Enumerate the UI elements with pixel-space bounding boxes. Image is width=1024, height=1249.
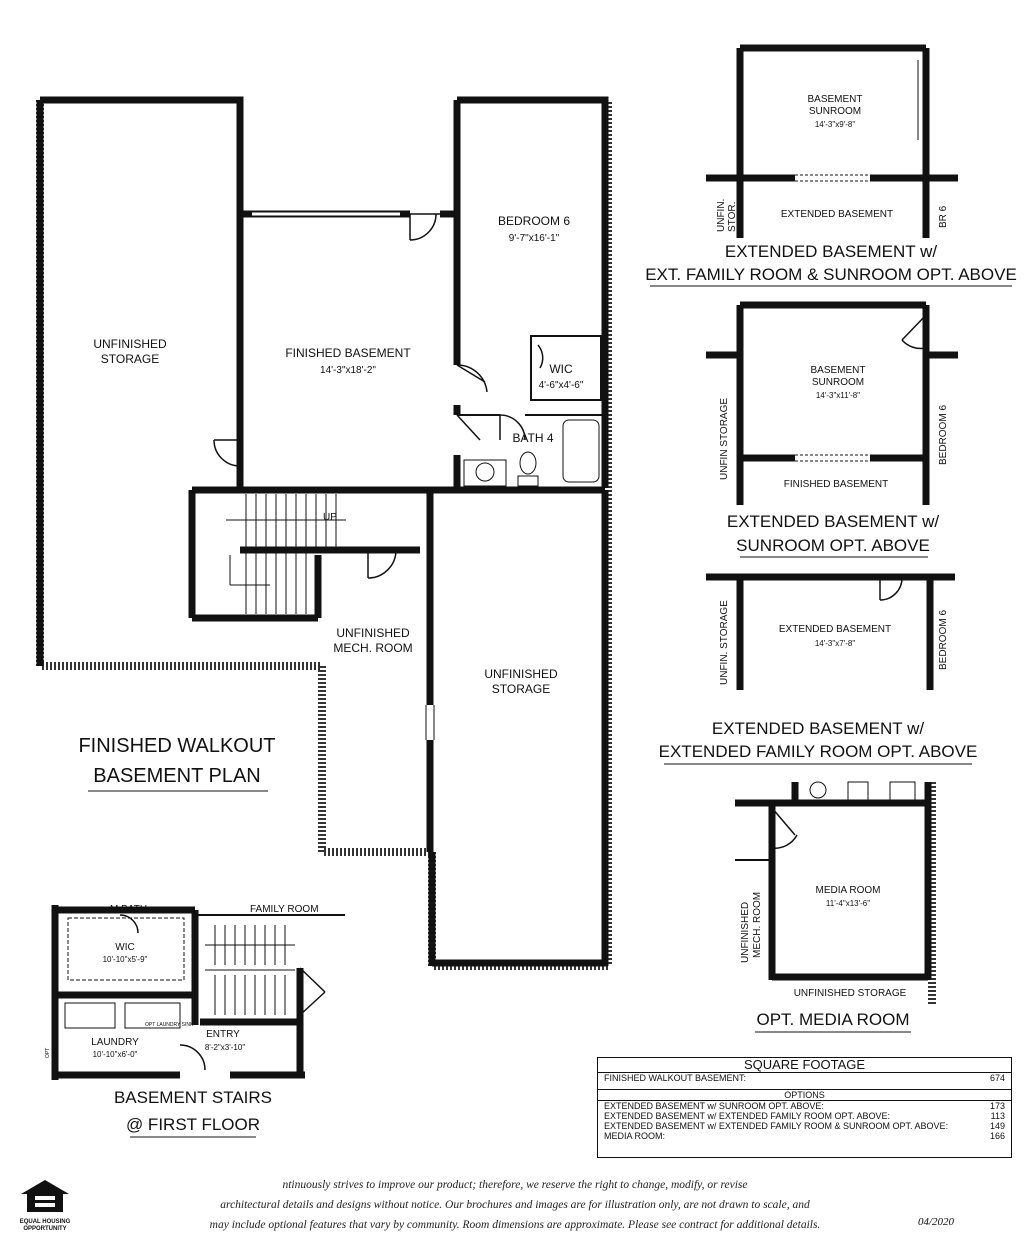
square-footage-table (597, 1057, 1012, 1158)
opt2-room: BASEMENT (810, 365, 866, 376)
opt1-left-2: STOR. (727, 201, 738, 232)
label-finished-basement-dim: 14'-3"x18'-2" (320, 365, 376, 376)
sqft-option-row (598, 1131, 1011, 1141)
sqft-option-value: 166 (989, 1131, 1005, 1141)
label-family-room: FAMILY ROOM (250, 904, 319, 915)
main-plan-title-1: FINISHED WALKOUT (78, 735, 276, 757)
opt2-center: FINISHED BASEMENT (783, 479, 889, 490)
label-opt: OPT (45, 1047, 51, 1058)
label-bath: BATH 4 (512, 431, 554, 445)
opt1-room: BASEMENT (807, 94, 863, 105)
option2-plan (706, 305, 958, 505)
stairs-title-1: BASEMENT STAIRS (113, 1088, 273, 1107)
main-basement-plan (40, 100, 608, 966)
revision-date: 04/2020 (918, 1216, 955, 1228)
label-wic-dim: 4'-6"x4'-6" (538, 380, 584, 391)
sqft-base-value: 674 (989, 1073, 1005, 1083)
label-bedroom-dim: 9'-7"x16'-1" (508, 233, 560, 244)
disclaimer-line: architectural details and designs without notice. Our brochures and images are for illustration only, are not drawn to scale, and (220, 1199, 810, 1211)
equal-housing-house-icon (17, 1178, 73, 1214)
opt4-left-1: UNFINISHED (740, 901, 751, 963)
opt2-left: UNFIN STORAGE (719, 397, 730, 480)
label-mech-2: MECH. ROOM (333, 641, 413, 655)
sqft-option-value: 113 (990, 1111, 1005, 1121)
logo-text-2: OPPORTUNITY (23, 1226, 67, 1232)
label-stairs-wic-dim: 10'-10"x5'-9" (102, 955, 148, 964)
opt4-bottom: UNFINISHED STORAGE (793, 988, 907, 999)
label-mech-1: UNFINISHED (336, 626, 410, 640)
label-m-bath: M BATH (110, 904, 148, 915)
sqft-option-label: MEDIA ROOM: (604, 1131, 666, 1141)
opt3-caption-1: EXTENDED BASEMENT w/ (711, 719, 925, 738)
opt3-right: BEDROOM 6 (938, 609, 949, 670)
label-finished-basement: FINISHED BASEMENT (285, 346, 411, 360)
opt1-caption-1: EXTENDED BASEMENT w/ (724, 242, 938, 261)
sqft-option-row (598, 1111, 1011, 1121)
sqft-option-label: EXTENDED BASEMENT w/ EXTENDED FAMILY ROOM OPT. ABOVE: (604, 1111, 891, 1121)
label-bedroom: BEDROOM 6 (497, 214, 571, 228)
opt2-dim: 14'-3"x11'-8" (815, 391, 861, 400)
label-entry: ENTRY (206, 1029, 240, 1040)
sqft-option-row (598, 1121, 1011, 1131)
opt2-room2: SUNROOM (811, 377, 865, 388)
label-opt-sink: OPT LAUNDRY SINK (145, 1022, 194, 1028)
opt1-center: EXTENDED BASEMENT (780, 209, 894, 220)
label-entry-dim: 8'-2"x3'-10" (204, 1043, 246, 1052)
opt3-left: UNFIN. STORAGE (719, 600, 730, 685)
opt3-room: EXTENDED BASEMENT (778, 624, 892, 635)
disclaimer (170, 1175, 860, 1235)
opt1-left-1: UNFIN. (716, 198, 727, 232)
label-laundry-dim: 10'-10"x6'-0" (92, 1050, 138, 1059)
disclaimer-line: may include optional features that vary by community. Room dimensions are approximate. Please see contract for additional details. (209, 1219, 821, 1231)
sqft-base-label: FINISHED WALKOUT BASEMENT: (604, 1073, 747, 1083)
opt1-caption-2: EXT. FAMILY ROOM & SUNROOM OPT. ABOVE (645, 265, 1017, 284)
opt3-caption-2: EXTENDED FAMILY ROOM OPT. ABOVE (658, 742, 978, 761)
sqft-option-label: EXTENDED BASEMENT w/ SUNROOM OPT. ABOVE: (604, 1101, 824, 1111)
opt2-caption-2: SUNROOM OPT. ABOVE (736, 536, 930, 555)
opt2-caption-1: EXTENDED BASEMENT w/ (726, 512, 940, 531)
equal-housing-logo (14, 1178, 76, 1233)
sqft-header: SQUARE FOOTAGE (598, 1058, 1011, 1073)
sqft-option-value: 149 (989, 1121, 1005, 1131)
opt1-right: BR 6 (938, 205, 949, 228)
logo-text-1: EQUAL HOUSING (19, 1219, 71, 1225)
label-storage-right-2: STORAGE (491, 682, 551, 696)
opt4-left-2: MECH. ROOM (752, 891, 763, 958)
opt4-caption: OPT. MEDIA ROOM (756, 1010, 910, 1029)
sqft-option-row (598, 1101, 1011, 1111)
label-stairs-wic: WIC (115, 942, 135, 953)
sqft-option-label: EXTENDED BASEMENT w/ EXTENDED FAMILY ROOM & SUNROOM OPT. ABOVE: (604, 1121, 949, 1131)
label-wic: WIC (549, 362, 573, 376)
disclaimer-line: ntinuously strives to improve our product; therefore, we reserve the right to change, modify, or revise (282, 1179, 748, 1191)
label-storage-left-1: UNFINISHED (93, 337, 167, 351)
sqft-options-header: OPTIONS (598, 1089, 1011, 1101)
label-laundry: LAUNDRY (91, 1037, 139, 1048)
sqft-option-value: 173 (989, 1101, 1005, 1111)
opt4-dim: 11'-4"x13'-6" (825, 899, 871, 908)
label-storage-right-1: UNFINISHED (484, 667, 558, 681)
opt1-room2: SUNROOM (808, 106, 862, 117)
main-plan-title-2: BASEMENT PLAN (93, 765, 261, 787)
stairs-title-2: @ FIRST FLOOR (125, 1115, 261, 1134)
opt3-dim: 14'-3"x7'-8" (814, 639, 856, 648)
opt1-dim: 14'-3"x9'-8" (814, 120, 856, 129)
opt4-room: MEDIA ROOM (815, 885, 881, 896)
label-stair-up: UP (323, 512, 337, 523)
sqft-base-row (598, 1073, 1011, 1083)
opt2-right: BEDROOM 6 (938, 404, 949, 465)
label-storage-left-2: STORAGE (100, 352, 160, 366)
